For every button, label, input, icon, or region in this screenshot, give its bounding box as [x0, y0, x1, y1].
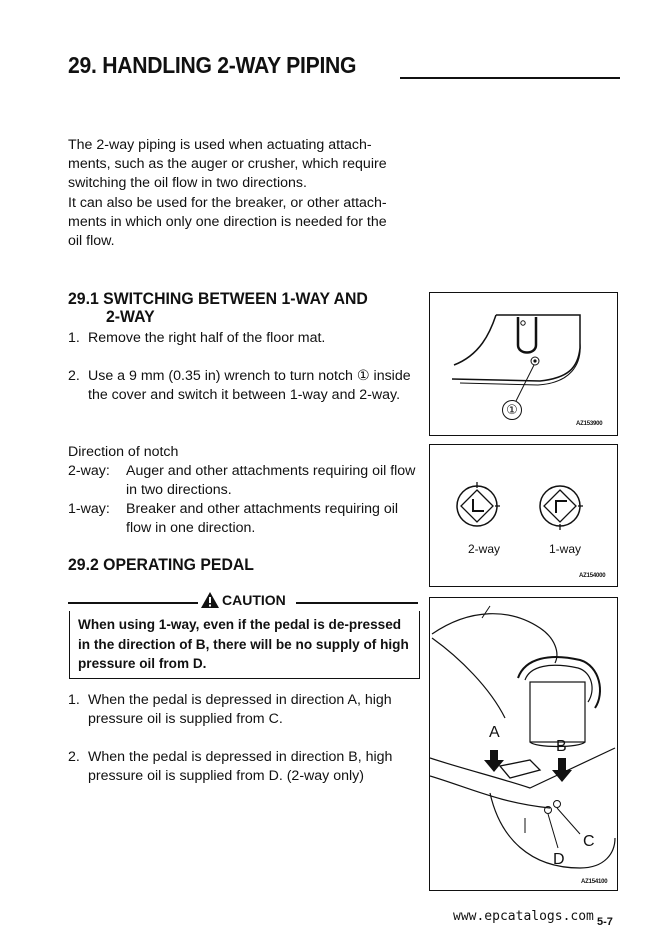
intro-line: The 2-way piping is used when actuating attach-: [68, 137, 372, 153]
intro-line: switching the oil flow in two directions.: [68, 175, 307, 191]
figure-notch-directions: [429, 444, 618, 587]
intro-line: ments, such as the auger or crusher, which require: [68, 156, 387, 172]
figure-code: AZ153900: [576, 421, 603, 427]
figure-callout: ①: [502, 400, 522, 420]
figure-notch-cover: [429, 292, 618, 436]
intro-line: oil flow.: [68, 233, 115, 249]
title-rule: [400, 77, 620, 79]
step-number: 1.: [68, 330, 80, 346]
direction-value: Auger and other attachments requiring oil flow in two directions.: [126, 463, 416, 498]
step-text: Remove the right half of the floor mat.: [88, 330, 326, 346]
label-a: A: [489, 724, 500, 741]
direction-key: 2-way:: [68, 463, 110, 479]
step-number: 2.: [68, 749, 80, 765]
figure-code: AZ154000: [579, 573, 606, 579]
intro-line: ments in which only one direction is needed for the: [68, 214, 387, 230]
step-text: When the pedal is depressed in direction A, high pressure oil is supplied from C.: [88, 692, 392, 727]
direction-key: 1-way:: [68, 501, 110, 517]
step-number: 2.: [68, 368, 80, 384]
step-text: When the pedal is depressed in direction B, high pressure oil is supplied from D. (2-way only): [88, 749, 393, 784]
label-d: D: [553, 851, 565, 868]
notch-diagram: [430, 445, 617, 586]
figure-operating-pedal: [429, 597, 618, 891]
caution-label: CAUTION: [222, 592, 286, 608]
label-2way: 2-way: [468, 542, 501, 556]
section-heading-29-1-cont: 2-WAY: [106, 307, 155, 326]
section-heading-29-2: 29.2 OPERATING PEDAL: [68, 555, 254, 574]
direction-title: Direction of notch: [68, 444, 179, 460]
step-text: Use a 9 mm (0.35 in) wrench to turn notch ① inside the cover and switch it between 1-way and 2-way.: [88, 368, 411, 403]
page-title: 29. HANDLING 2-WAY PIPING: [68, 52, 357, 78]
page-number: 5-7: [597, 916, 613, 928]
label-c: C: [583, 833, 595, 850]
caution-header: [68, 591, 418, 611]
figure-code: AZ154100: [581, 879, 608, 885]
caution-box: When using 1-way, even if the pedal is de-pressed in the direction of B, there will be no supply of high pressure oil from D.: [69, 611, 420, 679]
label-1way: 1-way: [549, 542, 582, 556]
direction-value: Breaker and other attachments requiring oil flow in one direction.: [126, 501, 399, 536]
cover-illustration: [430, 293, 617, 435]
caution-rule-left: [68, 602, 198, 604]
section-heading-29-1: 29.1 SWITCHING BETWEEN 1-WAY AND: [68, 289, 368, 308]
label-b: B: [556, 738, 567, 755]
step-number: 1.: [68, 692, 80, 708]
warning-triangle-icon: [200, 591, 220, 609]
intro-line: It can also be used for the breaker, or other attach-: [68, 195, 387, 211]
caution-rule-right: [296, 602, 418, 604]
footer-url[interactable]: www.epcatalogs.com: [453, 909, 594, 924]
